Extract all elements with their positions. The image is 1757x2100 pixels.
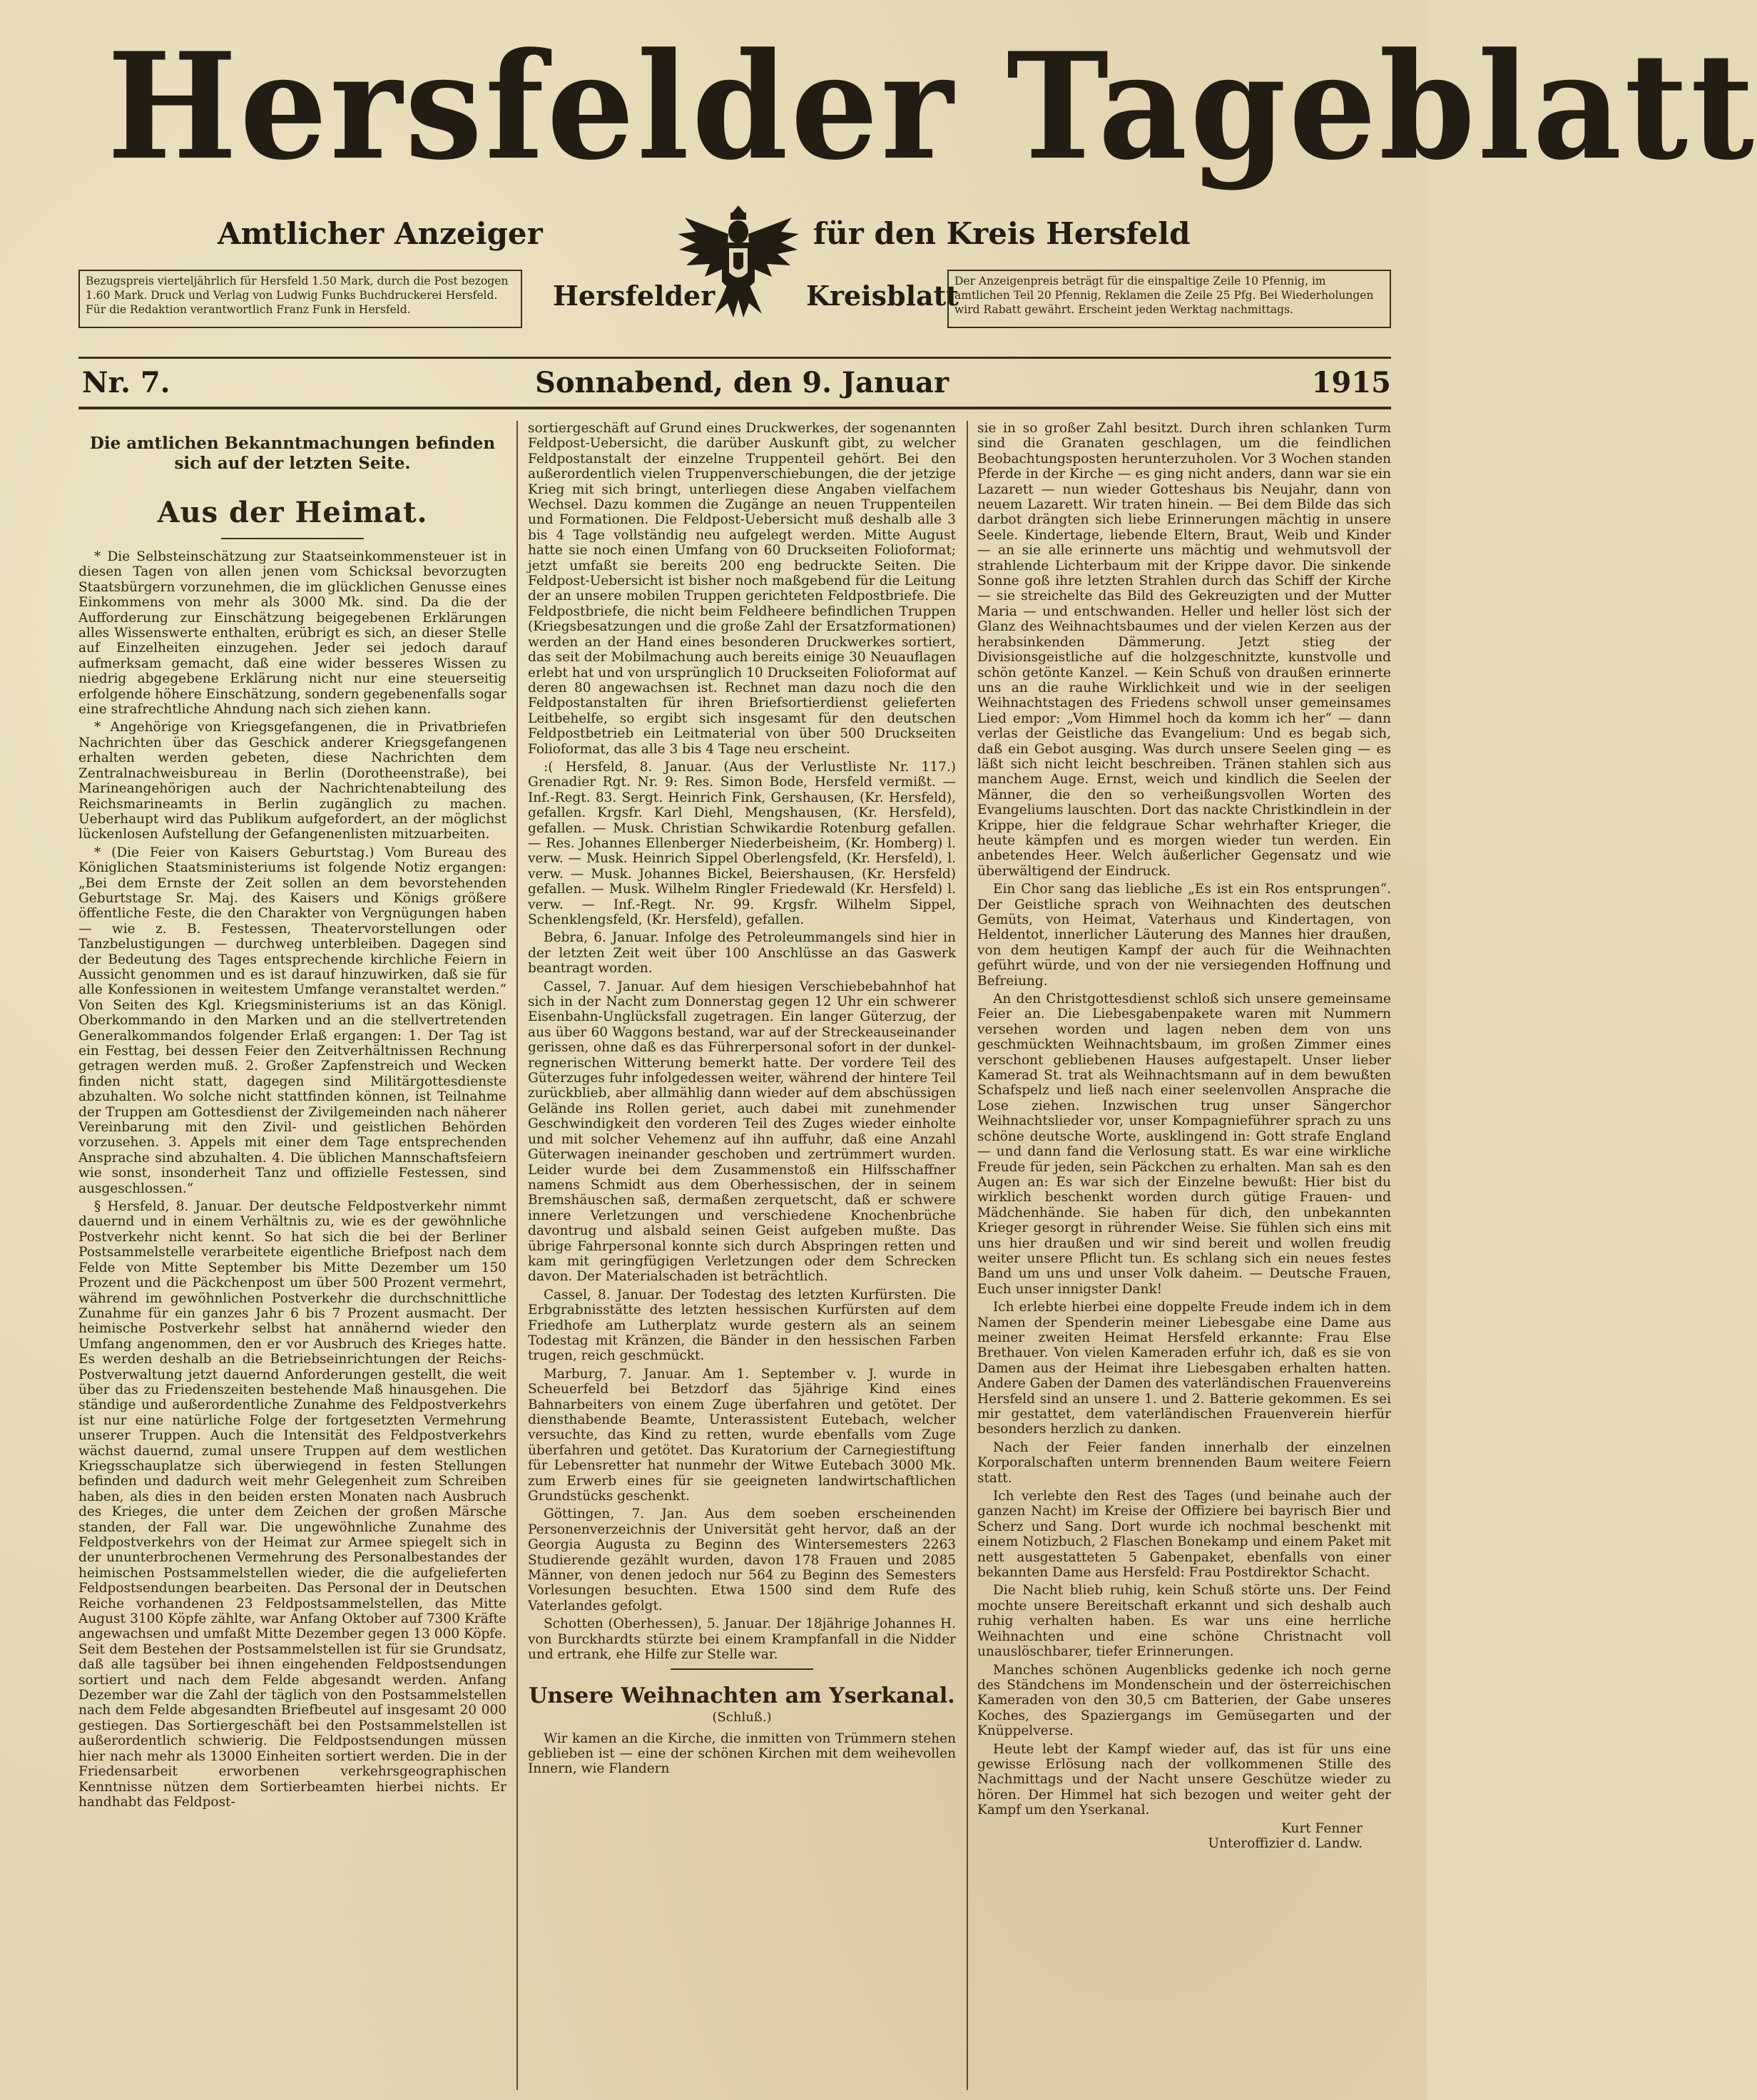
article-paragraph: :( Hersfeld, 8. Januar. (Aus der Verlustliste Nr. 117.) Grenadier Rgt. Nr. 9: Res. Simon Bode, Hersfeld vermißt. — Inf.-Regt. 83. Sergt. Heinrich Fink, Gershausen, (Kr. Hersfeld), gefallen. Krgsfr. Karl Diehl, Mengshausen, (Kr. Hersfeld), gefallen. — Musk. Christian Schwikardie Rotenburg gefallen. — Res. Johannes Ellenberger Niederbeisheim, (Kr. Homberg) l. verw. — Musk. Heinrich Sippel Oberlengsfeld, (Kr. Hersfeld), l. verw. — Musk. Johannes Bickel, Beiershausen, (Kr. Hersfeld) gefallen. — Musk. Wilhelm Ringler Friedewald (Kr. Hersfeld) l. verw. — Inf.-Regt. Nr. 99. Krgsfr. Wilhelm Sippel, Schenklengsfeld, (Kr. Hersfeld), gefallen. bbox=[528, 759, 956, 927]
column-divider bbox=[516, 421, 518, 2090]
masthead-subtitle-left: Amtlicher Anzeiger bbox=[218, 216, 543, 251]
article-paragraph: * Die Selbsteinschätzung zur Staatseinkommensteuer ist in diesen Tagen von allen jenen vom Schicksal bevorzugten Staatsbürgern vorzunehmen, die im glücklichen Genusse eines Einkommens von mehr als 3000 Mk. sind. Da die der Aufforderung zur Einschätzung beigegebenen Erklärungen alles Wissenswerte enthalten, erübrigt es sich, an dieser Stelle auf Einzelheiten einzugehen. Jeder sei jedoch darauf aufmerksam gemacht, daß eine wider besseres Wissen zu niedrig abgegebene Erklärung nicht nur eine steuerseitig erfolgende höhere Einschätzung, sondern gegebenenfalls sogar eine strafrechtliche Ahndung nach sich ziehen kann. bbox=[78, 549, 506, 718]
article-paragraph: * (Die Feier von Kaisers Geburtstag.) Vom Bureau des Königlichen Staatsministeriums ist folgende Notiz ergangen: „Bei dem Ernste der Zeit sollen an dem bevorstehenden Geburtstage Sr. Maj. des Kaisers und Königs größere öffentliche Feste, die den Charakter von Vergnügungen haben — wie z. B. Festessen, Theatervorstellungen oder Tanzbelustigungen — durchweg unterbleiben. Dagegen sind der Bedeutung des Tages entsprechende kirchliche Feiern in Aussicht genommen und es ist darauf hinzuwirken, daß sie für alle Konfessionen in weitestem Umfange veranstaltet werden.“ Von Seiten des Kgl. Kriegsministeriums ist an das Königl. Oberkommando in den Marken und an die stellvertretenden Generalkommandos folgender Erlaß ergangen: 1. Der Tag ist ein Festtag, bei dessen Feier den Zeitverhältnissen Rechnung getragen werden muß. 2. Großer Zapfenstreich und Wecken finden nicht statt, dagegen sind Militärgottesdienste abzuhalten. Wo solche nicht stattfinden können, ist Teilnahme der Truppen am Gottesdienst der Zivilgemeinden nach näherer Vereinbarung mit den Zivil- und geistlichen Behörden vorzusehen. 3. Appels mit einer dem Tage entsprechenden Ansprache sind abzuhalten. 4. Die üblichen Mannschaftsfeiern wie sonst, insonderheit Tanz und offizielle Festessen, sind ausgeschlossen.“ bbox=[78, 845, 506, 1196]
dateline-rule-bottom bbox=[78, 407, 1391, 409]
article-paragraph: Nach der Feier fanden innerhalb der einzelnen Korporalschaften unterm brennenden Baum weitere Feiern statt. bbox=[977, 1439, 1391, 1486]
section-heading: Aus der Heimat. bbox=[157, 496, 428, 529]
article-paragraph: Wir kamen an die Kirche, die inmitten von Trümmern stehen geblieben ist — eine der schönen Kirchen mit dem weihevollen Innern, wie Flandern bbox=[528, 1731, 956, 1777]
article-paragraph: Bebra, 6. Januar. Infolge des Petroleummangels sind hier in der letzten Zeit weit über 100 Anschlüsse an das Gaswerk beantragt worden. bbox=[528, 930, 956, 977]
dateline-rule-top bbox=[78, 357, 1391, 359]
column-1 bbox=[78, 421, 506, 2090]
article-paragraph: Die Nacht blieb ruhig, kein Schuß störte uns. Der Feind mochte unsere Bereitschaft erkannt und sich deshalb auch ruhig verhalten haben. Es war uns eine herrliche Weihnachten und eine schöne Christnacht voll unauslöschbarer, tiefer Erinnerungen. bbox=[977, 1583, 1391, 1660]
article-paragraph: * Angehörige von Kriegsgefangenen, die in Privatbriefen Nachrichten über das Geschick anderer Kriegsgefangenen erhalten werden gebeten, diese Nachrichten dem Zentralnachweisbureau in Berlin (Dorotheenstraße), bei Marineangehörigen auch der Nachrichtenabteilung des Reichsmarineamts in Berlin zugänglich zu machen. Ueberhaupt wird das Publikum aufgefordert, an der möglichst lückenlosen Aufstellung der Gefangenenlisten mitzuarbeiten. bbox=[78, 720, 506, 842]
column-divider bbox=[967, 421, 968, 2090]
article-paragraph: sortiergeschäft auf Grund eines Druckwerkes, der sogenannten Feldpost-Uebersicht, die darüber Auskunft gibt, zu welcher Feldpostanstalt der einzelne Truppenteil gehört. Bei den außerordentlich vielen Truppenverschiebungen, die der jetzige Krieg mit sich bringt, unterliegen diese Angaben vielfachem Wechsel. Dazu kommen die Zugänge an neuen Truppenteilen und Formationen. Die Feldpost-Uebersicht muß deshalb alle 3 bis 4 Tage vollständig neu aufgelegt werden. Mitte August hatte sie noch einen Umfang von 60 Druckseiten Folioformat; jetzt umfaßt sie bereits 200 eng bedruckte Seiten. Die Feldpost-Uebersicht ist bisher noch maßgebend für die Leitung der an unsere mobilen Truppen gerichteten Feldpostbriefe. Die Feldpostbriefe, die nicht beim Feldheere befindlichen Truppen (Kriegsbesatzungen und die große Zahl der Ersatzformationen) werden an der Hand eines besonderen Druckwerkes sortiert, das seit der Mobilmachung auch bereits einige 30 Neuauflagen erlebt hat und von ursprünglich 10 Druckseiten Folioformat auf deren 80 angewachsen ist. Rechnet man dazu noch die den Feldpostanstalten für ihren Briefsortierdienst gelieferten Leitbehelfe, so ergibt sich insgesamt für den deutschen Feldpostbetrieb ein Leitmaterial von über 500 Druckseiten Folioformat, das alle 3 bis 4 Tage neu erscheint. bbox=[528, 421, 956, 757]
section-rule bbox=[671, 1668, 813, 1670]
article-subheading: (Schluß.) bbox=[712, 1709, 772, 1725]
author-signature: Kurt Fenner bbox=[1281, 1820, 1363, 1836]
article-paragraph: Schotten (Oberhessen), 5. Januar. Der 18jährige Johannes H. von Burckhardts stürzte bei einem Krampfanfall in die Nidder und ertrank, ehe Hilfe zur Stelle war. bbox=[528, 1616, 956, 1663]
article-paragraph: Ein Chor sang das liebliche „Es ist ein Ros entsprungen“. Der Geistliche sprach von Weihnachten des deutschen Gemüts, von Heimat, Vaterhaus und Kindertagen, von Heldentot, innerlicher Läuterung des Mannes hier draußen, von dem heutigen Kampf der auch für die Weihnachten geführt würde, und von der nie versiegenden Hoffnung und Befreiung. bbox=[977, 882, 1391, 989]
article-paragraph: An den Christgottesdienst schloß sich unsere gemeinsame Feier an. Die Liebesgabenpakete waren mit Nummern versehen worden und lagen neben dem von uns geschmückten Weihnachtsbaum, im großen Zimmer eines verschont gebliebenen Hauses aufgestapelt. Unser lieber Kamerad St. trat als Weihnachtsmann auf in dem bewußten Schafspelz und ließ nach einer seelenvollen Ansprache die Lose ziehen. Inzwischen trug unser Sängerchor Weihnachtslieder vor, unser Kompagnieführer sprach zu uns schöne deutsche Worte, ausklingend in: Gott strafe England — und dann fand die Verlosung statt. Es war eine wirkliche Freude für jeden, sein Päckchen zu erhalten. Man sah es den Augen an: Es war sich der Einzelne bewußt: Hier bist du wirklich beschenkt worden durch gütige Frauen- und Mädchenhände. Sie haben für dich, den unbekannten Krieger gesorgt in rührender Weise. Sie fühlen sich eins mit uns hier draußen und wir sind bereit und wollen freudig weiter unsere Pflicht tun. Es schlang sich ein neues festes Band um uns und unser Volk daheim. — Deutsche Frauen, Euch unser innigster Dank! bbox=[977, 992, 1391, 1297]
article-paragraph: Manches schönen Augenblicks gedenke ich noch gerne des Ständchens im Mondenschein und der österreichischen Kameraden von den 30,5 cm Batterien, der Gabe unseres Koches, des Spaziergangs im Gemüsegarten und der Knüppelverse. bbox=[977, 1662, 1391, 1739]
article-paragraph: sie in so großer Zahl besitzt. Durch ihren schlanken Turm sind die Granaten geschlagen, um die feindlichen Beobachtungsposten herunterzuholen. Vor 3 Wochen standen Pferde in der Kirche — es ging nicht anders, dann war sie ein Lazarett — nun wieder Gotteshaus bis Neujahr, dann von neuem Lazarett. Wir traten hinein. — Bei dem Bilde das sich darbot drängten sich liebe Erinnerungen mächtig in unsere Seele. Kindertage, liebende Eltern, Braut, Weib und Kinder — an sie alle erinnerte uns mächtig und wehmutsvoll der strahlende Lichterbaum mit der Krippe davor. Die sinkende Sonne goß ihre letzten Strahlen durch das Schiff der Kirche — sie streichelte das Bild des Gekreuzigten und der Mutter Maria — und entschwanden. Heller und heller löst sich der Glanz des Weihnachtsbaumes und der vielen Kerzen aus der herabsinkenden Dämmerung. Jetzt stieg der Divisionsgeistliche auf die holzgeschnitzte, kunstvolle und schön getönte Kanzel. — Kein Schuß von draußen erinnerte uns an die rauhe Wirklichkeit und wie in der seeligen Weihnachtstagen des Friedens schwoll unser gemeinsames Lied empor: „Vom Himmel hoch da komm ich her“ — dann verlas der Geistliche das Evangelium: Und es begab sich, daß ein Gebot ausging. Was durch unsere Seelen ging — es läßt sich nicht leicht beschreiben. Tränen stahlen sich aus manchem Auge. Ernst, weich und kindlich die Seelen der Männer, die den so verheißungsvollen Worten des Evangeliums lauschten. Dort das nackte Christkindlein in der Krippe, hier die feldgraue Schar wehrhafter Krieger, die heute kämpfen und es morgen wieder tun werden. Ein anbetendes Heer. Welch äußerlicher Gegensatz und wie überwältigend der Eindruck. bbox=[977, 421, 1391, 879]
side-label-right: Kreisblatt bbox=[806, 280, 959, 312]
advertisement-price-box: Der Anzeigenpreis beträgt für die einspaltige Zeile 10 Pfennig, im amtlichen Teil 20 Pfennig, Reklamen die Zeile 25 Pfg. Bei Wiederholungen wird Rabatt gewährt. Erscheint jeden Werktag nachmittags. bbox=[947, 270, 1391, 328]
article-heading: Unsere Weihnachten am Yserkanal. bbox=[529, 1683, 955, 1708]
side-label-left: Hersfelder bbox=[553, 280, 715, 312]
issue-year: 1915 bbox=[1311, 366, 1391, 399]
article-paragraph: Göttingen, 7. Jan. Aus dem soeben erscheinenden Personenverzeichnis der Universität geht hervor, daß an der Georgia Augusta zu Beginn des Wintersemesters 2263 Studierende gezählt wurden, davon 178 Frauen und 2085 Männer, von denen jedoch nur 564 zu Beginn des Semesters Vorlesungen besuchten. Etwa 1500 sind dem Rufe des Vaterlandes gefolgt. bbox=[528, 1507, 956, 1614]
article-paragraph: Ich verlebte den Rest des Tages (und beinahe auch der ganzen Nacht) im Kreise der Offiziere bei bayrisch Bier und Scherz und Sang. Dort wurde ich nochmal beschenkt mit einem Notizbuch, 2 Flaschen Bonekamp und einem Paket mit nett ausgestatteten 5 Gabenpaket, ebenfalls von einer bekannten Dame aus Hersfeld: Frau Postdirektor Schacht. bbox=[977, 1489, 1391, 1581]
official-notice: Die amtlichen Bekanntmachungen befinden sich auf der letzten Seite. bbox=[89, 434, 496, 473]
issue-date: Sonnabend, den 9. Januar bbox=[534, 366, 949, 399]
column-3 bbox=[977, 421, 1391, 2090]
article-paragraph: Ich erlebte hierbei eine doppelte Freude indem ich in dem Namen der Spenderin meiner Liebesgabe eine Dame aus meiner zweiten Heimat Hersfeld erkannte: Frau Else Brethauer. Von vielen Kameraden erfuhr ich, daß es sie von Damen aus der Heimat ihre Liebesgaben erhalten hatten. Andere Gaben der Damen des vaterländischen Frauenvereins Hersfeld sind an unsere 1. und 2. Batterie gekommen. Es sei mir gestattet, dem vaterländischen Frauenverein hierfür besonders herzlich zu danken. bbox=[977, 1300, 1391, 1437]
issue-number: Nr. 7. bbox=[82, 366, 170, 399]
author-rank: Unteroffizier d. Landw. bbox=[1208, 1835, 1363, 1851]
article-paragraph: Cassel, 8. Januar. Der Todestag des letzten Kurfürsten. Die Erbgrabnisstätte des letzten hessischen Kurfürsten auf dem Friedhofe am Lutherplatz wurde gestern als an seinem Todestag mit Kränzen, die Bänder in den hessischen Farben trugen, reich geschmückt. bbox=[528, 1287, 956, 1364]
article-paragraph: Cassel, 7. Januar. Auf dem hiesigen Verschiebebahnhof hat sich in der Nacht zum Donnerstag gegen 12 Uhr ein schwerer Eisenbahn-Unglücksfall zugetragen. Ein langer Güterzug, der aus über 60 Waggons bestand, war auf der Streckeauseinander gerissen, ohne daß es das Führerpersonal sofort in der dunkel-regnerischen Witterung bemerkt hatte. Der vordere Teil des Güterzuges fuhr infolgedessen weiter, während der hintere Teil zurückblieb, aber allmählig dann wieder auf dem abschüssigen Gelände ins Rollen geriet, auch dabei mit zunehmender Geschwindigkeit den vorderen Teil des Zuges wieder einholte und mit solcher Vehemenz auf ihn auffuhr, daß eine Anzahl Güterwagen ineinander geschoben und zertrümmert wurden. Leider wurde bei dem Zusammenstoß ein Hilfsschaffner namens Schmidt aus dem Oberhessischen, der in seinem Bremshäuschen saß, dermaßen zerquetscht, daß er schwere innere Verletzungen und verschiedene Knochenbrüche davontrug und alsbald seinen Geist aufgeben mußte. Das übrige Fahrpersonal konnte sich durch Abspringen retten und kam mit geringfügigen Verletzungen oder dem Schrecken davon. Der Materialschaden ist beträchtlich. bbox=[528, 979, 956, 1285]
article-paragraph: § Hersfeld, 8. Januar. Der deutsche Feldpostverkehr nimmt dauernd und in einem Verhältnis zu, wie es der gewöhnliche Postverkehr nicht kennt. So hat sich die bei der Berliner Postsammelstelle verarbeitete eigentliche Briefpost nach dem Felde von Mitte September bis Mitte Dezember um 150 Prozent und die Päckchenpost um über 500 Prozent vermehrt, während im gewöhnlichen Postverkehr die durchschnittliche Zunahme für ein ganzes Jahr 6 bis 7 Prozent ausmacht. Der heimische Postverkehr selbst hat annähernd wieder den Umfang angenommen, den er vor Ausbruch des Krieges hatte. Es werden deshalb an die Betriebseinrichtungen der Reichs-Postverwaltung jetzt dauernd Anforderungen gestellt, die weit über das zu Friedenszeiten bestehende Maß hinausgehen. Die ständige und außerordentliche Zunahme des Feldpostverkehrs ist nur eine natürliche Folge der fortgesetzten Vermehrung unserer Truppen. Auch die Intensität des Feldpostverkehrs wächst dauernd, zumal unsere Truppen auf dem westlichen Kriegsschauplatze sich überwiegend in festen Stellungen befinden und dadurch weit mehr Gelegenheit zum Schreiben haben, als dies in den beiden ersten Monaten nach Ausbruch des Krieges, die unter dem Zeichen der großen Märsche standen, der Fall war. Die ungewöhnliche Zunahme des Feldpostverkehrs von der Heimat zur Armee spiegelt sich in der ununterbrochenen Vermehrung des Personalbestandes der heimischen Postsammelstellen wieder, die die aufgelieferten Feldpostsendungen bearbeiten. Das Personal der in Deutschen Reiche vorhandenen 23 Feldpostsammelstellen, das Mitte August 3100 Köpfe zählte, war Anfang Oktober auf 7300 Kräfte angewachsen und umfaßt Mitte Dezember gegen 13 000 Köpfe. Seit dem Bestehen der Postsammelstellen ist für sie Grundsatz, daß alle tagsüber bei ihnen eingehenden Feldpostsendungen sortiert und nach dem Felde abgesandt werden. Anfang Dezember war die Zahl der täglich von den Postsammelstellen nach dem Felde abgesandten Briefbeutel auf insgesamt 20 000 gestiegen. Das Sortiergeschäft bei den Postsammelstellen ist außerordentlich schwierig. Die Feldpostsendungen müssen hier nach mehr als 13000 Einheiten sortiert werden. Die in der Friedensarbeit erworbenen verkehrsgeographischen Kenntnisse nützen dem Sortierbeamten hierbei nichts. Er handhabt das Feldpost- bbox=[78, 1199, 506, 1810]
masthead-subtitle-right: für den Kreis Hersfeld bbox=[813, 216, 1191, 251]
masthead-title: Hersfelder Tageblatt bbox=[107, 21, 1757, 193]
heading-rule bbox=[221, 538, 364, 539]
column-2 bbox=[528, 421, 956, 2090]
article-paragraph: Marburg, 7. Januar. Am 1. September v. J. wurde in Scheuerfeld bei Betzdorf das 5jährige Kind eines Bahnarbeiters von einem Zuge überfahren und getötet. Der diensthabende Beamte, Unterassistent Eutebach, welcher versuchte, das Kind zu retten, wurde ebenfalls vom Zuge überfahren und getötet. Das Kuratorium der Carnegiestiftung für Lebensretter hat nunmehr der Witwe Eutebach 3000 Mk. zum Erwerb eines für sie geeigneten landwirtschaftlichen Grundstücks geschenkt. bbox=[528, 1366, 956, 1504]
article-paragraph: Heute lebt der Kampf wieder auf, das ist für uns eine gewisse Erlösung nach der vollkommenen Stille des Nachmittags und der Nacht unsere Geschütze wieder zu hören. Der Himmel hat sich bezogen und weiter geht der Kampf um den Yserkanal. bbox=[977, 1741, 1391, 1818]
subscription-price-box: Bezugspreis vierteljährlich für Hersfeld 1.50 Mark, durch die Post bezogen 1.60 Mark. Druck und Verlag von Ludwig Funks Buchdruckerei Hersfeld. Für die Redaktion verantwortlich Franz Funk in Hersfeld. bbox=[78, 270, 522, 328]
